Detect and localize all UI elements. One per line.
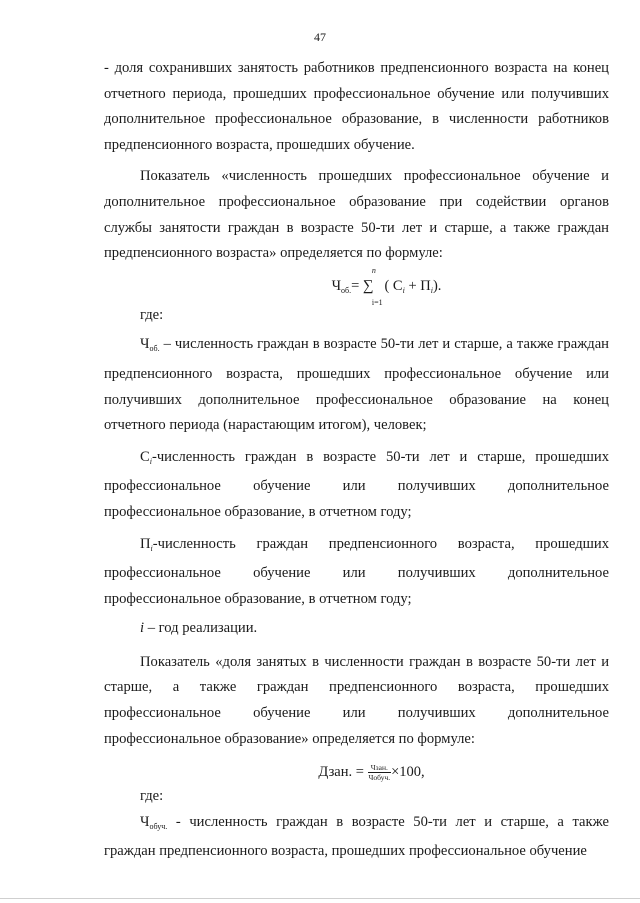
definition-trained-count: $Ч_{обуч.}$ - численность граждан в возрасте 50-ти лет и старше, а также граждан предпенсионного возраста, прошедших профессиональное обучение [104, 813, 609, 860]
formula-share-employed: Дзан. = $\frac{\text{Чзан.}}{\text{Чобуч.}}$ ×100, [318, 763, 425, 783]
sum-symbol: ∑ n i=1 [362, 265, 383, 307]
fraction: $\frac{\text{Чзан.}}{\text{Чобуч.}}$ [368, 763, 391, 783]
definition-citizens-50-cont: профессиональное образование, в отчетном году; [104, 503, 412, 520]
paragraph-indicator-share-cont: профессиональное образование» определяется по формуле: [104, 730, 475, 747]
definition-total-trained: $Ч_{об.}$ – численность граждан в возрасте 50-ти лет и старше, а также граждан предпенсионного возраста, прошедших профессиональное обучение или получивших дополнительное профессиональное образование на конец отчетного периода (нарастающим итогом), человек; [104, 336, 609, 434]
definition-year: i – год реализации. [140, 620, 258, 637]
formula-total-trained: $Ч_{об.}=$ ∑ n i=1 ( $С_i + П_i$). [331, 265, 442, 307]
where-label-2: где: [140, 788, 164, 805]
where-label: где: [140, 306, 164, 323]
document-body [104, 56, 609, 865]
page-bottom-edge [0, 898, 640, 899]
definition-prepension-cont: профессиональное образование, в отчетном году; [104, 590, 412, 607]
paragraph-indicator-share: Показатель «доля занятых в численности граждан в возрасте 50-ти лет и старше, а также граждан предпенсионного возраста, прошедших профессиональное обучение или получивших дополнительное [104, 653, 609, 722]
page-number: 47 [314, 30, 326, 44]
definition-citizens-50: $С_i$-численность граждан в возрасте 50-ти лет и старше, прошедших профессиональное обучение или получивших дополнительное [104, 448, 609, 495]
paragraph-indicator-count: Показатель «численность прошедших профессиональное обучение и дополнительное профессиональное образование при содействии органов службы занятости граждан в возрасте 50-ти лет и старше, а также граждан предпенсионного возраста» определяется по формуле: [104, 168, 609, 262]
definition-prepension: $П_i$-численность граждан предпенсионного возраста, прошедших профессиональное обучение или получивших дополнительное [104, 535, 609, 582]
paragraph-share-retained: - доля сохранивших занятость работников предпенсионного возраста на конец отчетного периода, прошедших профессиональное обучение или получивших дополнительное профессиональное образование, в численности работников предпенсионного возраста, прошедших обучение. [104, 60, 609, 153]
